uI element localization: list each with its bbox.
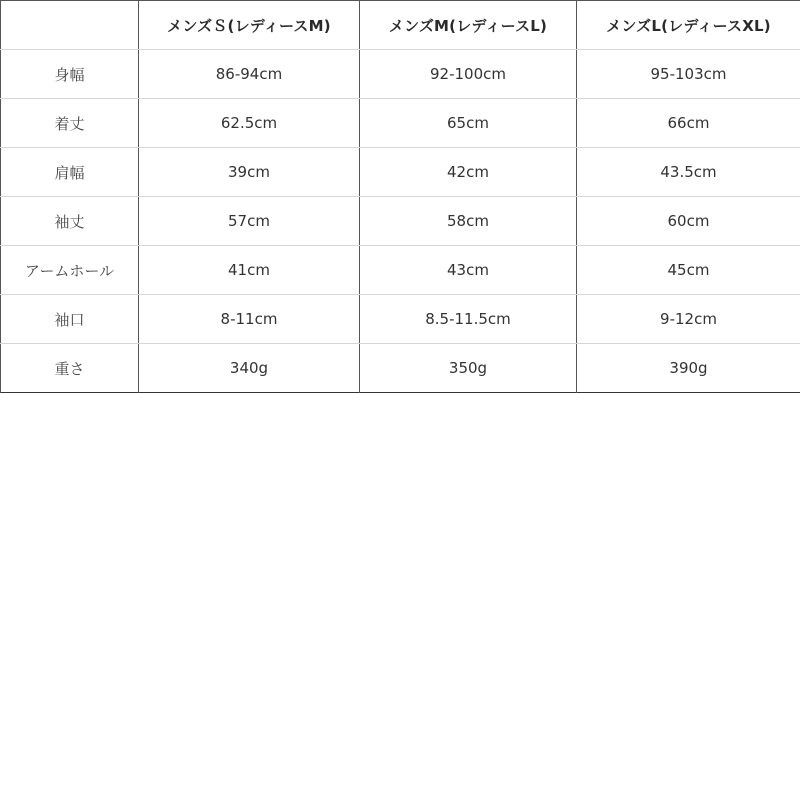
table-cell: 340g: [139, 344, 360, 393]
table-cell: 39cm: [139, 148, 360, 197]
table-cell: 95-103cm: [577, 50, 800, 99]
table-row: [1, 197, 800, 246]
table-cell: 66cm: [577, 99, 800, 148]
table-cell: 58cm: [360, 197, 577, 246]
table-row: [1, 99, 800, 148]
table-row: [1, 295, 800, 344]
table-cell: 390g: [577, 344, 800, 393]
table-cell: 60cm: [577, 197, 800, 246]
table-cell: 92-100cm: [360, 50, 577, 99]
row-label: 身幅: [1, 50, 139, 99]
table-cell: 43cm: [360, 246, 577, 295]
table-cell: 62.5cm: [139, 99, 360, 148]
table-row: [1, 148, 800, 197]
row-label: 袖口: [1, 295, 139, 344]
table-cell: 350g: [360, 344, 577, 393]
header-row: [1, 1, 800, 50]
corner-cell: [1, 1, 139, 50]
table-cell: 43.5cm: [577, 148, 800, 197]
row-label: 肩幅: [1, 148, 139, 197]
row-label: 袖丈: [1, 197, 139, 246]
table-row: [1, 50, 800, 99]
row-label: 重さ: [1, 344, 139, 393]
row-label: 着丈: [1, 99, 139, 148]
row-label: アームホール: [1, 246, 139, 295]
table-cell: 9-12cm: [577, 295, 800, 344]
column-header-size-l: メンズL(レディースXL): [577, 1, 800, 50]
size-chart-table: [0, 0, 800, 393]
table-cell: 86-94cm: [139, 50, 360, 99]
table-row: [1, 246, 800, 295]
table-cell: 8.5-11.5cm: [360, 295, 577, 344]
table-cell: 41cm: [139, 246, 360, 295]
table-cell: 57cm: [139, 197, 360, 246]
table-cell: 45cm: [577, 246, 800, 295]
table-cell: 8-11cm: [139, 295, 360, 344]
table-cell: 65cm: [360, 99, 577, 148]
column-header-size-s: メンズＳ(レディースM): [139, 1, 360, 50]
table-cell: 42cm: [360, 148, 577, 197]
column-header-size-m: メンズM(レディースL): [360, 1, 577, 50]
table-row: [1, 344, 800, 393]
